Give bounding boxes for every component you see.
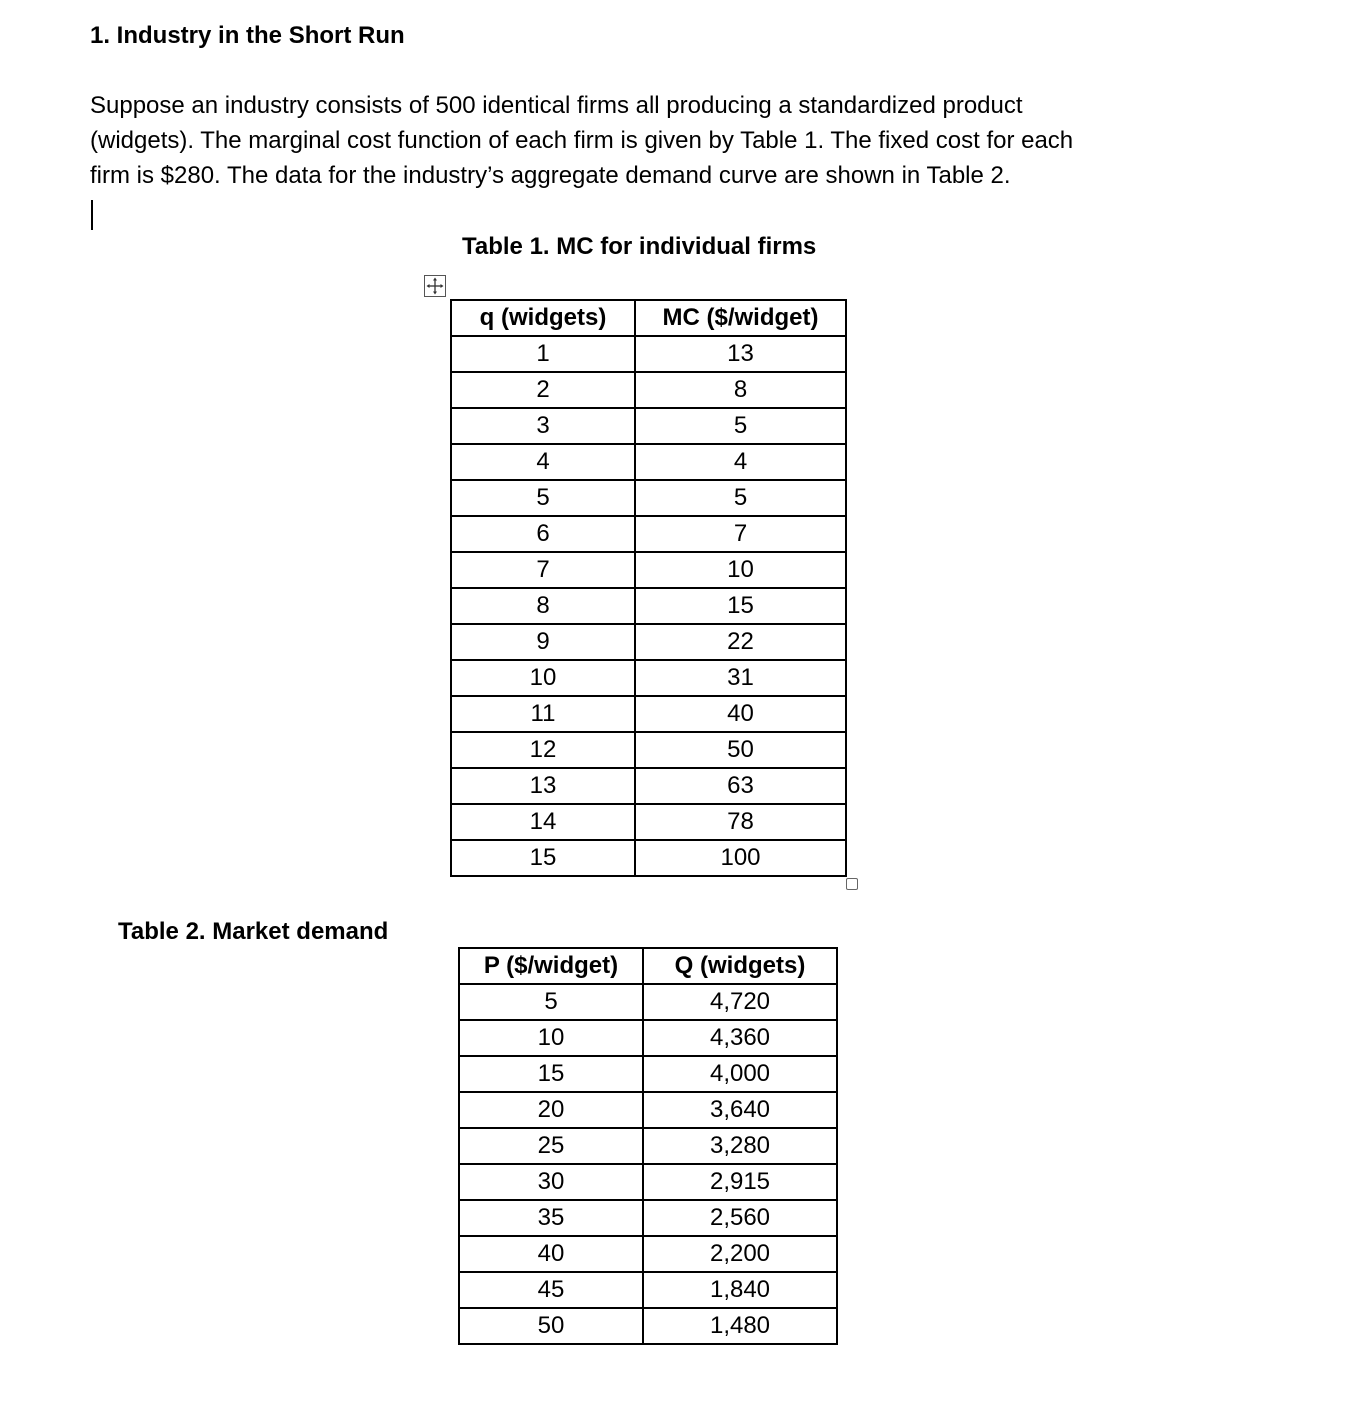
- table-row: [459, 1128, 837, 1164]
- table-cell[interactable]: 40: [459, 1236, 643, 1272]
- table-row: [459, 1020, 837, 1056]
- table-move-handle-icon[interactable]: [424, 275, 446, 297]
- table-cell[interactable]: 20: [459, 1092, 643, 1128]
- table-cell[interactable]: 6: [451, 516, 635, 552]
- column-header-price: P ($/widget): [459, 948, 643, 984]
- table-row: [459, 1056, 837, 1092]
- paragraph-line: Suppose an industry consists of 500 identical firms all producing a standardized product: [90, 92, 1023, 119]
- intro-paragraph[interactable]: [90, 88, 1210, 193]
- table-cell[interactable]: 15: [635, 588, 846, 624]
- table-cell[interactable]: 5: [451, 480, 635, 516]
- table-row: [451, 840, 846, 876]
- table-cell[interactable]: 4: [451, 444, 635, 480]
- table-header-row: [451, 300, 846, 336]
- table-cell[interactable]: 7: [635, 516, 846, 552]
- table-row: [451, 480, 846, 516]
- table-cell[interactable]: 4,720: [643, 984, 837, 1020]
- table-cell[interactable]: 35: [459, 1200, 643, 1236]
- table2-caption: Table 2. Market demand: [118, 918, 389, 945]
- table-cell[interactable]: 3,640: [643, 1092, 837, 1128]
- table-cell[interactable]: 1,480: [643, 1308, 837, 1344]
- table-cell[interactable]: 30: [459, 1164, 643, 1200]
- table-resize-handle[interactable]: [846, 878, 858, 890]
- table-row: [451, 660, 846, 696]
- paragraph-line: firm is $280. The data for the industry’s aggregate demand curve are shown in Table 2.: [90, 162, 1011, 189]
- mc-table[interactable]: [450, 299, 847, 877]
- paragraph-line: (widgets). The marginal cost function of each firm is given by Table 1. The fixed cost for each: [90, 127, 1074, 154]
- table-cell[interactable]: 45: [459, 1272, 643, 1308]
- table-row: [451, 336, 846, 372]
- table-cell[interactable]: 4,000: [643, 1056, 837, 1092]
- table-row: [451, 804, 846, 840]
- table-cell[interactable]: 2,560: [643, 1200, 837, 1236]
- table-cell[interactable]: 11: [451, 696, 635, 732]
- table-cell[interactable]: 5: [635, 408, 846, 444]
- table-row: [451, 768, 846, 804]
- table-row: [451, 588, 846, 624]
- table-row: [451, 696, 846, 732]
- table-row: [451, 516, 846, 552]
- table-cell[interactable]: 1,840: [643, 1272, 837, 1308]
- column-header-q: q (widgets): [451, 300, 635, 336]
- table-row: [451, 372, 846, 408]
- table-cell[interactable]: 10: [451, 660, 635, 696]
- column-header-quantity: Q (widgets): [643, 948, 837, 984]
- table-cell[interactable]: 3,280: [643, 1128, 837, 1164]
- table-cell[interactable]: 13: [635, 336, 846, 372]
- table-cell[interactable]: 3: [451, 408, 635, 444]
- table-row: [459, 1272, 837, 1308]
- table-cell[interactable]: 4,360: [643, 1020, 837, 1056]
- table-row: [459, 984, 837, 1020]
- table-cell[interactable]: 15: [459, 1056, 643, 1092]
- table-cell[interactable]: 50: [635, 732, 846, 768]
- table-row: [451, 552, 846, 588]
- table-row: [459, 1236, 837, 1272]
- move-arrows-icon: [425, 276, 445, 296]
- table-cell[interactable]: 2,915: [643, 1164, 837, 1200]
- table-cell[interactable]: 2,200: [643, 1236, 837, 1272]
- table-cell[interactable]: 5: [459, 984, 643, 1020]
- table-cell[interactable]: 63: [635, 768, 846, 804]
- section-heading: 1. Industry in the Short Run: [90, 22, 405, 49]
- table-cell[interactable]: 40: [635, 696, 846, 732]
- table-cell[interactable]: 1: [451, 336, 635, 372]
- table-row: [451, 732, 846, 768]
- table-cell[interactable]: 50: [459, 1308, 643, 1344]
- table-row: [451, 444, 846, 480]
- table-row: [459, 1164, 837, 1200]
- table-header-row: [459, 948, 837, 984]
- table-cell[interactable]: 4: [635, 444, 846, 480]
- table-cell[interactable]: 12: [451, 732, 635, 768]
- table-cell[interactable]: 100: [635, 840, 846, 876]
- table-cell[interactable]: 31: [635, 660, 846, 696]
- table-cell[interactable]: 10: [635, 552, 846, 588]
- table-row: [451, 624, 846, 660]
- table-cell[interactable]: 22: [635, 624, 846, 660]
- table-row: [451, 408, 846, 444]
- table-cell[interactable]: 7: [451, 552, 635, 588]
- table-cell[interactable]: 13: [451, 768, 635, 804]
- table-cell[interactable]: 5: [635, 480, 846, 516]
- table-cell[interactable]: 14: [451, 804, 635, 840]
- table-cell[interactable]: 25: [459, 1128, 643, 1164]
- table-cell[interactable]: 8: [451, 588, 635, 624]
- table-cell[interactable]: 10: [459, 1020, 643, 1056]
- table1-caption: Table 1. MC for individual firms: [462, 233, 817, 260]
- table-cell[interactable]: 9: [451, 624, 635, 660]
- table-row: [459, 1308, 837, 1344]
- market-demand-table[interactable]: [458, 947, 838, 1345]
- table-row: [459, 1092, 837, 1128]
- table-cell[interactable]: 8: [635, 372, 846, 408]
- text-cursor: [91, 200, 93, 230]
- column-header-mc: MC ($/widget): [635, 300, 846, 336]
- table-cell[interactable]: 78: [635, 804, 846, 840]
- table-cell[interactable]: 15: [451, 840, 635, 876]
- table-cell[interactable]: 2: [451, 372, 635, 408]
- table-row: [459, 1200, 837, 1236]
